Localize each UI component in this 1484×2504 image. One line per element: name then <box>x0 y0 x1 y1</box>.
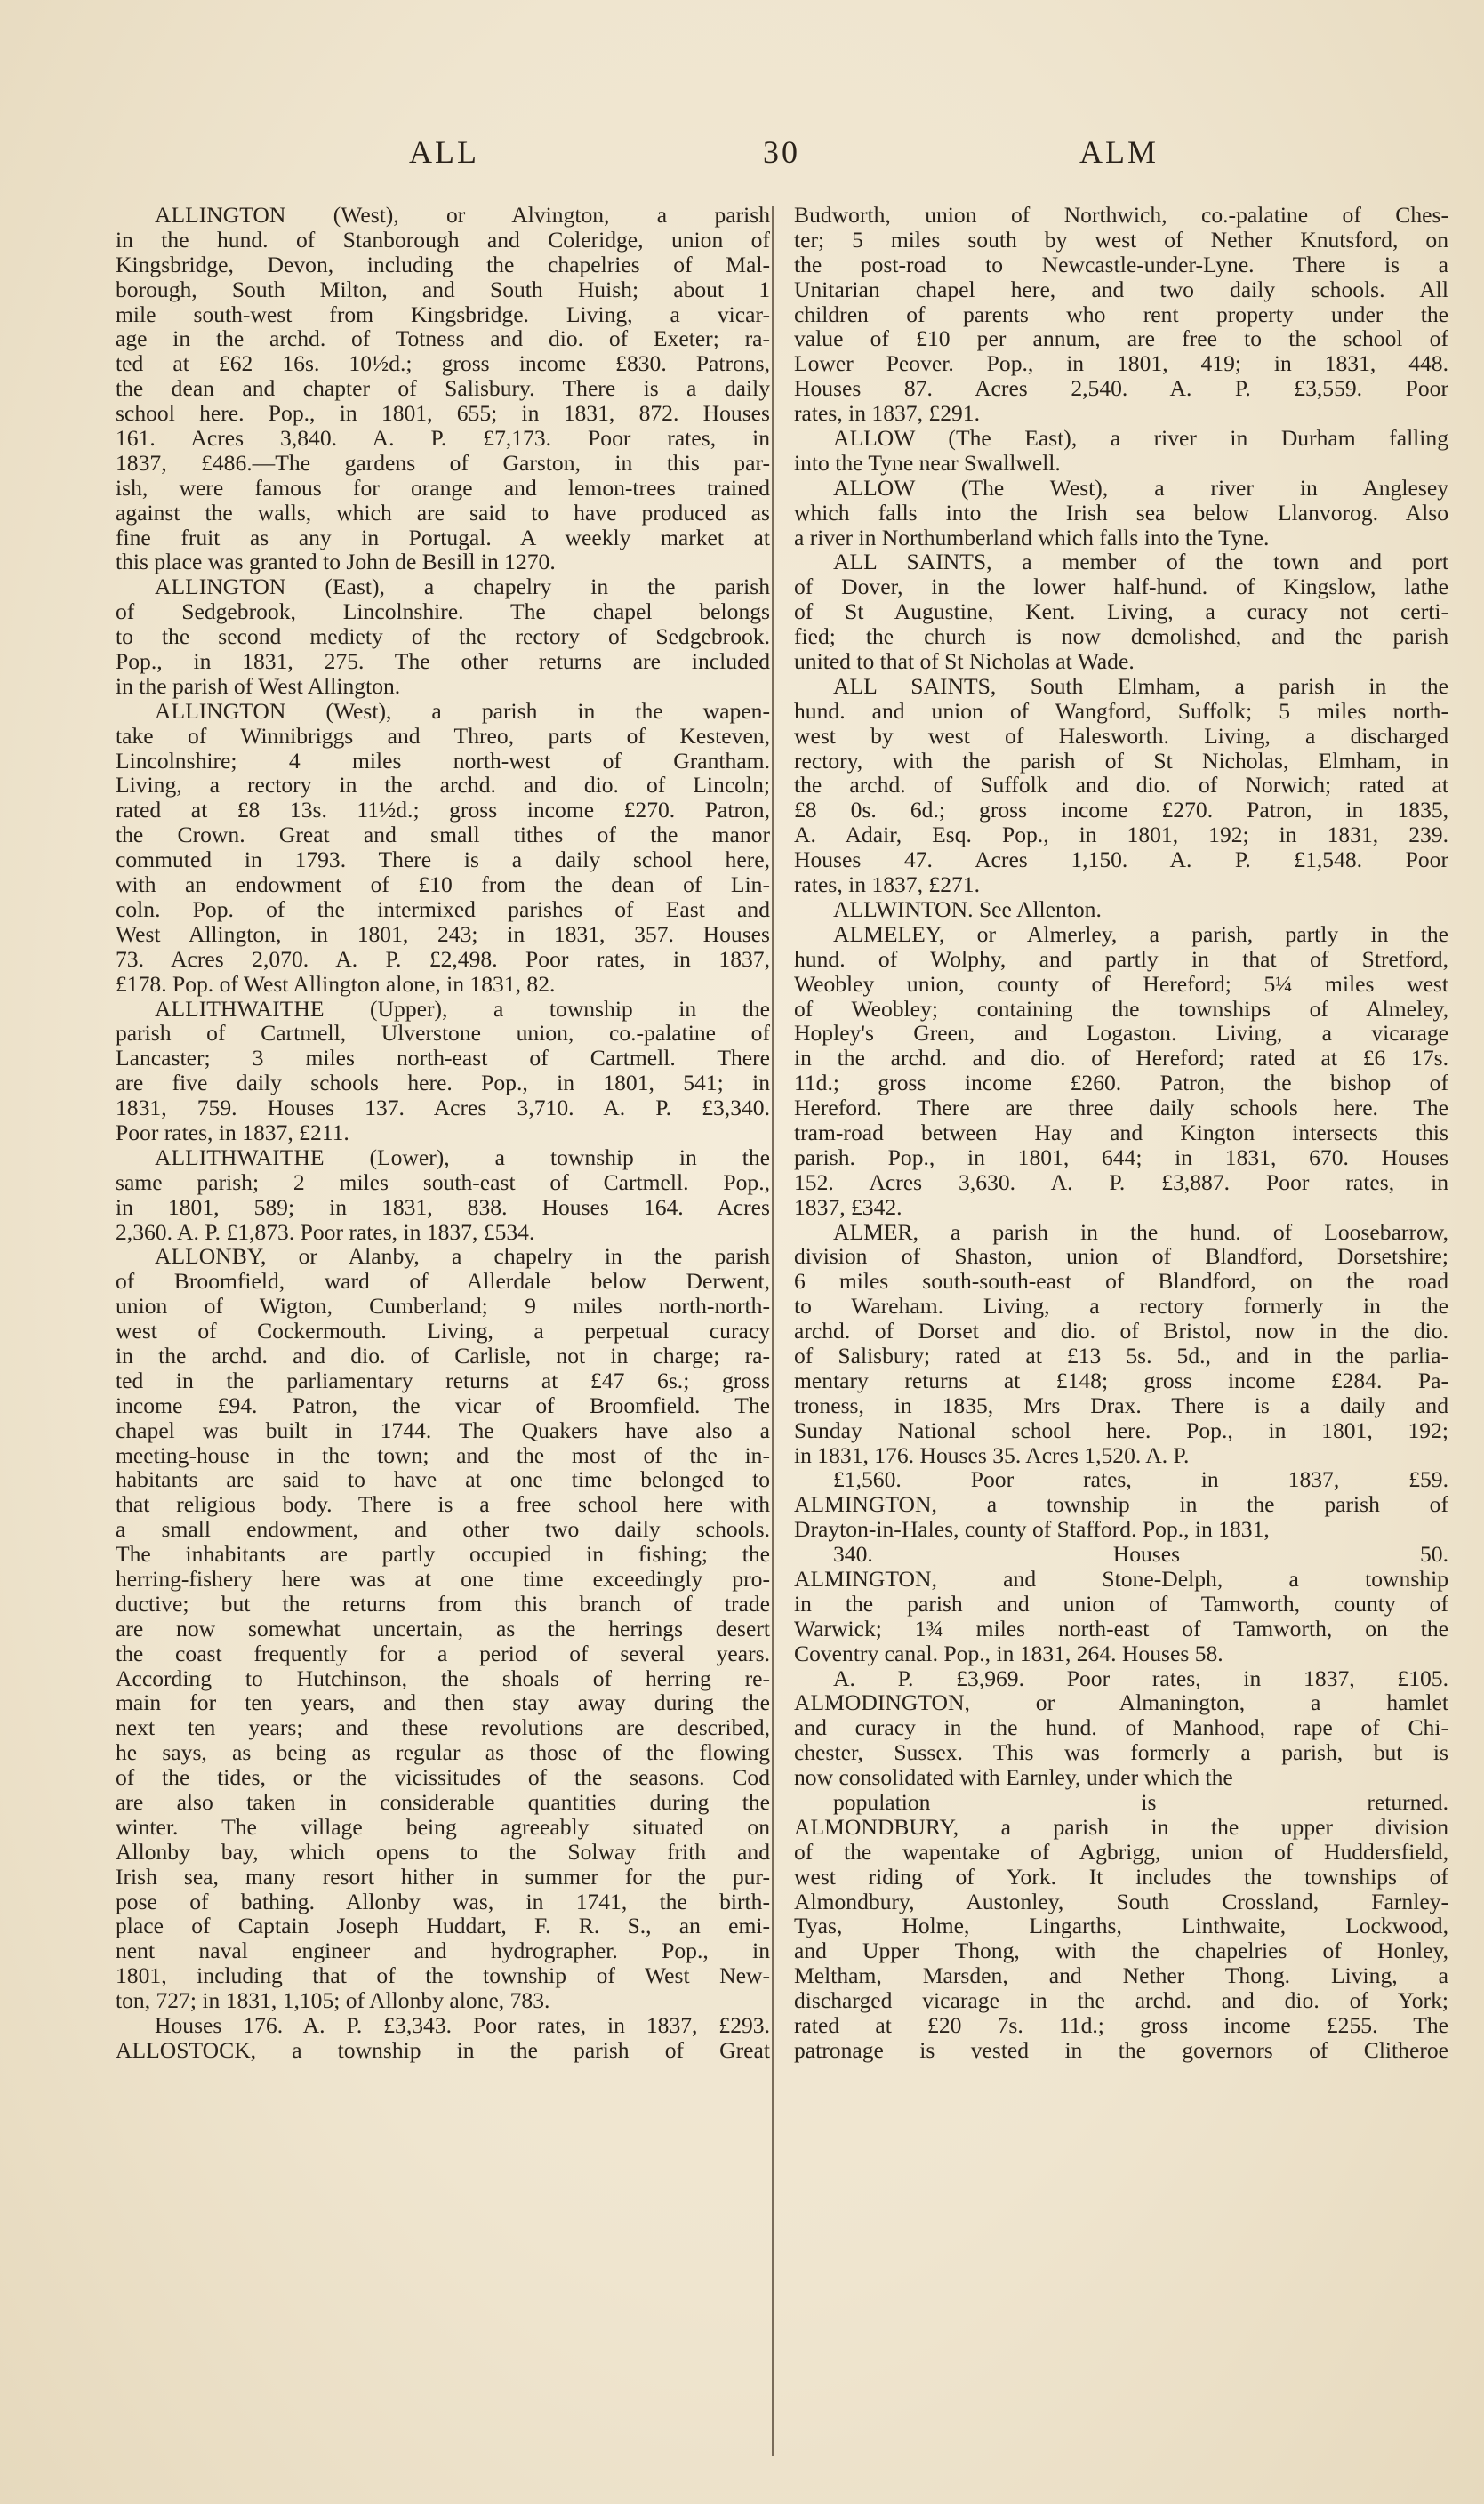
text-line: children of parents who rent property under the <box>794 301 1448 327</box>
text-line: ALLONBY, or Alanby, a chapelry in the parish <box>155 1243 770 1270</box>
text-line: in the parish and union of Tamworth, county of <box>794 1590 1448 1617</box>
text-line: A. Adair, Esq. Pop., in 1801, 192; in 1831, 239. <box>794 822 1448 848</box>
text-line: in 1801, 589; in 1831, 838. Houses 164. Acres <box>116 1193 770 1220</box>
text-line: ted at £62 16s. 10½d.; gross income £830. Patrons, <box>116 350 770 377</box>
text-line: Lancaster; 3 miles north-east of Cartmell. There <box>116 1045 770 1071</box>
text-line: ALLOSTOCK, a township in the parish of Great <box>116 2036 770 2063</box>
text-line: in 1831, 176. Houses 35. Acres 1,520. A. P. <box>794 1441 1190 1468</box>
text-line: the archd. of Suffolk and dio. of Norwich; rated at <box>794 772 1448 799</box>
text-line: in the parish of West Allington. <box>116 672 401 699</box>
text-line: ALMONDBURY, a parish in the upper division <box>794 1813 1448 1840</box>
text-line: Lincolnshire; 4 miles north-west of Grantham. <box>116 747 770 774</box>
text-line: borough, South Milton, and South Huish; about 1 <box>116 276 770 302</box>
text-line: ter; 5 miles south by west of Nether Knutsford, on <box>794 226 1448 253</box>
text-line: chester, Sussex. This was formerly a parish, but is <box>794 1739 1448 1766</box>
text-line: same parish; 2 miles south-east of Cartmell. Pop., <box>116 1168 770 1195</box>
text-line: patronage is vested in the governors of Clitheroe <box>794 2036 1448 2063</box>
text-line: of Sedgebrook, Lincolnshire. The chapel belongs <box>116 598 770 625</box>
text-line: ALMINGTON, a township in the parish of <box>794 1491 1448 1518</box>
text-line: in the hund. of Stanborough and Coleridge, union of <box>116 226 770 253</box>
text-line: hund. and union of Wangford, Suffolk; 5 miles north- <box>794 697 1448 724</box>
text-line: winter. The village being agreeably situated on <box>116 1813 770 1840</box>
text-line: ALLOW (The West), a river in Anglesey <box>833 474 1448 501</box>
text-line: chapel was built in 1744. The Quakers have also a <box>116 1417 770 1443</box>
text-line: school here. Pop., in 1801, 655; in 1831, 872. Houses <box>116 400 770 427</box>
text-line: Drayton-in-Hales, county of Stafford. Pop., in 1831, <box>794 1516 1270 1543</box>
text-line: the dean and chapter of Salisbury. There is a daily <box>116 375 770 402</box>
text-line: 1801, including that of the township of West New- <box>116 1962 770 1989</box>
text-line: the Crown. Great and small tithes of the manor <box>116 822 770 848</box>
text-line: the post-road to Newcastle-under-Lyne. There is a <box>794 251 1448 277</box>
text-line: Weobley union, county of Hereford; 5¼ miles west <box>794 970 1448 997</box>
text-line: ALLINGTON (East), a chapelry in the parish <box>155 574 770 600</box>
text-line: ALMODINGTON, or Almanington, a hamlet <box>794 1689 1448 1716</box>
text-line: tram-road between Hay and Kington intersects this <box>794 1119 1448 1145</box>
text-line: division of Shaston, union of Blandford, Dorsetshire; <box>794 1243 1448 1270</box>
text-line: are also taken in considerable quantities during the <box>116 1789 770 1815</box>
text-line: of Dover, in the lower half-hund. of Kingslow, lathe <box>794 574 1448 600</box>
text-line: Living, a rectory in the archd. and dio. of Lincoln; <box>116 772 770 799</box>
text-line: ish, were famous for orange and lemon-trees trained <box>116 474 770 501</box>
text-line: Kingsbridge, Devon, including the chapelries of Mal- <box>116 251 770 277</box>
text-line: of St Augustine, Kent. Living, a curacy not certi- <box>794 598 1448 625</box>
text-line: ted in the parliamentary returns at £47 6s.; gross <box>116 1367 770 1393</box>
text-line: commuted in 1793. There is a daily school here, <box>116 847 770 873</box>
text-line: that religious body. There is a free school here with <box>116 1491 770 1518</box>
text-line: west of Cockermouth. Living, a perpetual curacy <box>116 1318 770 1344</box>
text-line: Houses 87. Acres 2,540. A. P. £3,559. Poor <box>794 375 1448 402</box>
text-line: of the wapentake of Agbrigg, union of Huddersfield, <box>794 1838 1448 1865</box>
text-line: place of Captain Joseph Huddart, F. R. S., an emi- <box>116 1913 770 1939</box>
header-left-catchword: ALL <box>409 134 479 170</box>
text-line: Sunday National school here. Pop., in 1801, 192; <box>794 1417 1448 1443</box>
text-line: now consolidated with Earnley, under which the <box>794 1764 1233 1791</box>
text-line: Unitarian chapel here, and two daily schools. All <box>794 276 1448 302</box>
text-line: Almondbury, Austonley, South Crossland, Farnley- <box>794 1888 1448 1914</box>
text-line: £178. Pop. of West Allington alone, in 1831, 82. <box>116 970 556 997</box>
text-line: 1837, £486.—The gardens of Garston, in this par- <box>116 449 770 476</box>
text-line: meeting-house in the town; and the most of the in- <box>116 1441 770 1468</box>
text-line: ALMELEY, or Almerley, a parish, partly in the <box>833 920 1448 947</box>
text-line: west by west of Halesworth. Living, a discharged <box>794 722 1448 749</box>
text-line: into the Tyne near Swallwell. <box>794 449 1061 476</box>
text-line: rates, in 1837, £271. <box>794 871 980 898</box>
text-line: West Allington, in 1801, 243; in 1831, 357. Houses <box>116 920 770 947</box>
running-head <box>0 133 1484 178</box>
text-line: in the archd. and dio. of Carlisle, not in charge; ra- <box>116 1342 770 1368</box>
text-line: Hereford. There are three daily schools here. The <box>794 1095 1448 1121</box>
text-line: ALLITHWAITHE (Upper), a township in the <box>155 995 770 1022</box>
text-line: A. P. £3,969. Poor rates, in 1837, £105. <box>833 1665 1448 1691</box>
text-line: of Weobley; containing the townships of Almeley, <box>794 995 1448 1022</box>
text-line: rated at £20 7s. 11d.; gross income £255. The <box>794 2012 1448 2039</box>
text-line: According to Hutchinson, the shoals of herring re- <box>116 1665 770 1691</box>
left-column <box>116 203 770 2479</box>
text-line: main for ten years, and then stay away during the <box>116 1689 770 1716</box>
text-line: herring-fishery here was at one time exceedingly pro- <box>116 1565 770 1592</box>
text-line: pose of bathing. Allonby was, in 1741, the birth- <box>116 1888 770 1914</box>
text-line: of Broomfield, ward of Allerdale below Derwent, <box>116 1268 770 1295</box>
text-line: troness, in 1835, Mrs Drax. There is a daily and <box>794 1392 1448 1418</box>
text-line: coln. Pop. of the intermixed parishes of East and <box>116 895 770 922</box>
right-column <box>794 203 1448 2479</box>
text-line: age in the archd. of Totness and dio. of Exeter; ra- <box>116 325 770 352</box>
text-line: against the walls, which are said to have produced as <box>116 499 770 526</box>
text-line: ALLWINTON. See Allenton. <box>833 895 1102 922</box>
text-line: Lower Peover. Pop., in 1801, 419; in 1831, 448. <box>794 350 1448 377</box>
text-line: this place was granted to John de Besill in 1270. <box>116 549 556 575</box>
text-line: ALLINGTON (West), a parish in the wapen- <box>155 697 770 724</box>
text-line: Allonby bay, which opens to the Solway frith and <box>116 1838 770 1865</box>
text-line: Coventry canal. Pop., in 1831, 264. Houses 58. <box>794 1640 1223 1666</box>
text-line: west riding of York. It includes the townships of <box>794 1863 1448 1890</box>
text-line: 2,360. A. P. £1,873. Poor rates, in 1837, £534. <box>116 1218 535 1245</box>
text-line: 152. Acres 3,630. A. P. £3,887. Poor rates, in <box>794 1168 1448 1195</box>
text-line: discharged vicarage in the archd. and dio. of York; <box>794 1987 1448 2014</box>
text-line: 73. Acres 2,070. A. P. £2,498. Poor rates, in 1837, <box>116 945 770 972</box>
text-line: a small endowment, and other two daily schools. <box>116 1516 770 1543</box>
text-line: are five daily schools here. Pop., in 1801, 541; in <box>116 1070 770 1096</box>
text-line: which falls into the Irish sea below Llanvorog. Also <box>794 499 1448 526</box>
text-line: The inhabitants are partly occupied in fishing; the <box>116 1541 770 1568</box>
text-line: hund. of Wolphy, and partly in that of Stretford, <box>794 945 1448 972</box>
text-line: with an endowment of £10 from the dean of Lin- <box>116 871 770 898</box>
text-line: Irish sea, many resort hither in summer for the pur- <box>116 1863 770 1890</box>
text-line: £8 0s. 6d.; gross income £270. Patron, in 1835, <box>794 797 1448 823</box>
text-line: Warwick; 1¾ miles north-east of Tamworth, on the <box>794 1615 1448 1641</box>
header-right-catchword: ALM <box>1079 134 1159 170</box>
text-line: Poor rates, in 1837, £211. <box>116 1119 349 1145</box>
text-line: union of Wigton, Cumberland; 9 miles north-north- <box>116 1293 770 1320</box>
text-line: parish of Cartmell, Ulverstone union, co.-palatine of <box>116 1020 770 1047</box>
text-line: he says, as being as regular as those of the flowing <box>116 1739 770 1766</box>
text-line: 1831, 759. Houses 137. Acres 3,710. A. P. £3,340. <box>116 1095 770 1121</box>
text-line: mile south-west from Kingsbridge. Living, a vicar- <box>116 301 770 327</box>
text-line: Budworth, union of Northwich, co.-palatine of Ches- <box>794 203 1448 228</box>
text-line: united to that of St Nicholas at Wade. <box>794 648 1135 675</box>
text-line: 161. Acres 3,840. A. P. £7,173. Poor rates, in <box>116 425 770 452</box>
text-line: next ten years; and these revolutions are described, <box>116 1714 770 1741</box>
text-line: are now somewhat uncertain, as the herrings desert <box>116 1615 770 1641</box>
text-line: value of £10 per annum, are free to the school of <box>794 325 1448 352</box>
text-line: ALMINGTON, and Stone-Delph, a township <box>794 1565 1448 1592</box>
text-line: 6 miles south-south-east of Blandford, on the road <box>794 1268 1448 1295</box>
text-line: population is returned. <box>833 1789 1448 1815</box>
text-line: rates, in 1837, £291. <box>794 400 980 427</box>
text-line: mentary returns at £148; gross income £284. Pa- <box>794 1367 1448 1393</box>
text-line: ALL SAINTS, a member of the town and port <box>833 549 1448 575</box>
text-line: Houses 176. A. P. £3,343. Poor rates, in 1837, £293. <box>155 2012 770 2039</box>
text-line: nent naval engineer and hydrographer. Pop., in <box>116 1938 770 1964</box>
text-line: 340. Houses 50. <box>833 1541 1448 1568</box>
text-line: Houses 47. Acres 1,150. A. P. £1,548. Poor <box>794 847 1448 873</box>
text-line: £1,560. Poor rates, in 1837, £59. <box>833 1466 1448 1493</box>
text-line: fied; the church is now demolished, and the parish <box>794 623 1448 650</box>
text-line: ductive; but the returns from this branch of trade <box>116 1590 770 1617</box>
text-line: to the second mediety of the rectory of Sedgebrook. <box>116 623 770 650</box>
text-line: fine fruit as any in Portugal. A weekly market at <box>116 524 770 550</box>
text-line: rectory, with the parish of St Nicholas, Elmham, in <box>794 747 1448 774</box>
text-line: habitants are said to have at one time belonged to <box>116 1466 770 1493</box>
text-line: Meltham, Marsden, and Nether Thong. Living, a <box>794 1962 1448 1989</box>
text-line: Pop., in 1831, 275. The other returns are included <box>116 648 770 675</box>
text-line: ALL SAINTS, South Elmham, a parish in the <box>833 672 1448 699</box>
text-line: to Wareham. Living, a rectory formerly in the <box>794 1293 1448 1320</box>
text-line: in the archd. and dio. of Hereford; rated at £6 17s. <box>794 1045 1448 1071</box>
text-line: Tyas, Holme, Lingarths, Linthwaite, Lockwood, <box>794 1913 1448 1939</box>
text-line: of the tides, or the vicissitudes of the seasons. Cod <box>116 1764 770 1791</box>
column-divider <box>772 206 774 2456</box>
text-line: Hopley's Green, and Logaston. Living, a vicarage <box>794 1020 1448 1047</box>
text-line: of Salisbury; rated at £13 5s. 5d., and in the parlia- <box>794 1342 1448 1368</box>
text-line: parish. Pop., in 1801, 644; in 1831, 670. Houses <box>794 1144 1448 1170</box>
text-line: income £94. Patron, the vicar of Broomfield. The <box>116 1392 770 1418</box>
text-line: ALMER, a parish in the hund. of Loosebarrow, <box>833 1218 1448 1245</box>
text-line: and Upper Thong, with the chapelries of Honley, <box>794 1938 1448 1964</box>
text-line: 1837, £342. <box>794 1193 902 1220</box>
text-line: ALLINGTON (West), or Alvington, a parish <box>155 203 770 228</box>
text-line: ALLITHWAITHE (Lower), a township in the <box>155 1144 770 1170</box>
text-line: ALLOW (The East), a river in Durham falling <box>833 425 1448 452</box>
text-line: take of Winnibriggs and Threo, parts of Kesteven, <box>116 722 770 749</box>
text-line: the coast frequently for a period of several years. <box>116 1640 770 1666</box>
text-line: 11d.; gross income £260. Patron, the bishop of <box>794 1070 1448 1096</box>
text-line: a river in Northumberland which falls into the Tyne. <box>794 524 1270 550</box>
text-line: archd. of Dorset and dio. of Bristol, now in the dio. <box>794 1318 1448 1344</box>
text-line: rated at £8 13s. 11½d.; gross income £270. Patron, <box>116 797 770 823</box>
text-line: and curacy in the hund. of Manhood, rape of Chi- <box>794 1714 1448 1741</box>
text-line: ton, 727; in 1831, 1,105; of Allonby alone, 783. <box>116 1987 550 2014</box>
page-number: 30 <box>763 134 800 170</box>
